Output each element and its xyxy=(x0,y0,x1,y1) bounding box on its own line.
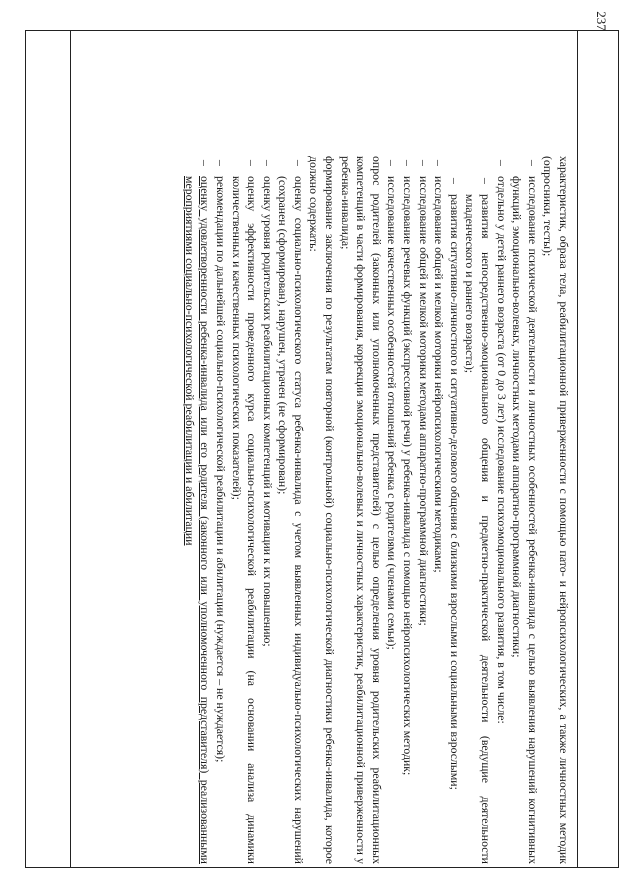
table-column-divider xyxy=(577,30,578,868)
list-item: – развития непосредственно-эмоционального общения и предметно-практической деятельности (ведущие деятельности младенческого и раннего возраста); xyxy=(462,156,493,864)
table-column-divider xyxy=(70,30,71,868)
list-item: – развития ситуативно-личностного и ситуативно-делового общения с близкими взрослыми и социальными взрослыми; xyxy=(446,156,462,864)
page-number: 237 xyxy=(594,11,609,31)
list-item: – исследование общей и мелкой моторики нейропсихологическими методиками; xyxy=(431,156,447,864)
list-item: опрос родителей (законных или уполномоченных представителей) с целью определения уровня родительских реабилитационных компетенций в части формирования, коррекции эмоционально-волевых и личностных характеристик, реабилитационной приверженности у ребенка-инвалида; xyxy=(338,156,384,864)
list-item: – оценку социально-психологического статуса ребенка-инвалида с учетом выявленных индивидуально-психологических нарушений (сохранен (сформирован), нарушен, утрачен (не сформирован); xyxy=(275,156,306,864)
list-item: – исследование общей и мелкой моторики методами аппаратно-программной диагностики; xyxy=(415,156,431,864)
list-item: – оценку уровня родительских реабилитационных компетенций и мотивации к их повышению; xyxy=(259,156,275,864)
list-item: – рекомендации по дальнейшей социально-психологической реабилитации и абилитации (нуждается – не нуждается); xyxy=(212,156,228,864)
list-item: – исследование психической деятельности и личностных особенностей ребенка-инвалида с целью выявления нарушений когнитивных функций, эмоционально-волевых, личностных методами аппаратно-программной диагностики; xyxy=(509,156,540,864)
list-item: характеристик, образа тела, реабилитационной приверженности с помощью пато- и нейропсихологических, а также личностных методик (опросники, тесты); xyxy=(541,156,571,864)
list-item: – отдельно у детей раннего возраста (от 0 до 3 лет) исследование психоэмоционального развития, в том числе: xyxy=(493,156,509,864)
list-item: – исследование качественных особенностей отношений ребенка с родителями (членами семьи); xyxy=(384,156,400,864)
table-cell-text xyxy=(75,156,571,864)
list-item: – исследование речевых функций (экспрессивной речи) у ребенка-инвалида с помощью нейропсихологических методик; xyxy=(399,156,415,864)
list-item: – оценку удовлетворенности ребенка-инвалида или его родителя (законного или уполномоченного представителя) реализованными мероприятиями социально-психологической реабилитации и абилитации xyxy=(181,156,212,864)
list-item: – оценку эффективности проведенного курса социально-психологической реабилитации (на основании анализа динамики количественных и качественных психологических показателей); xyxy=(228,156,259,864)
list-item: формирование заключения по результатам повторной (контрольной) социально-психологической диагностики ребенка-инвалида, которое должно содержать: xyxy=(307,156,338,864)
